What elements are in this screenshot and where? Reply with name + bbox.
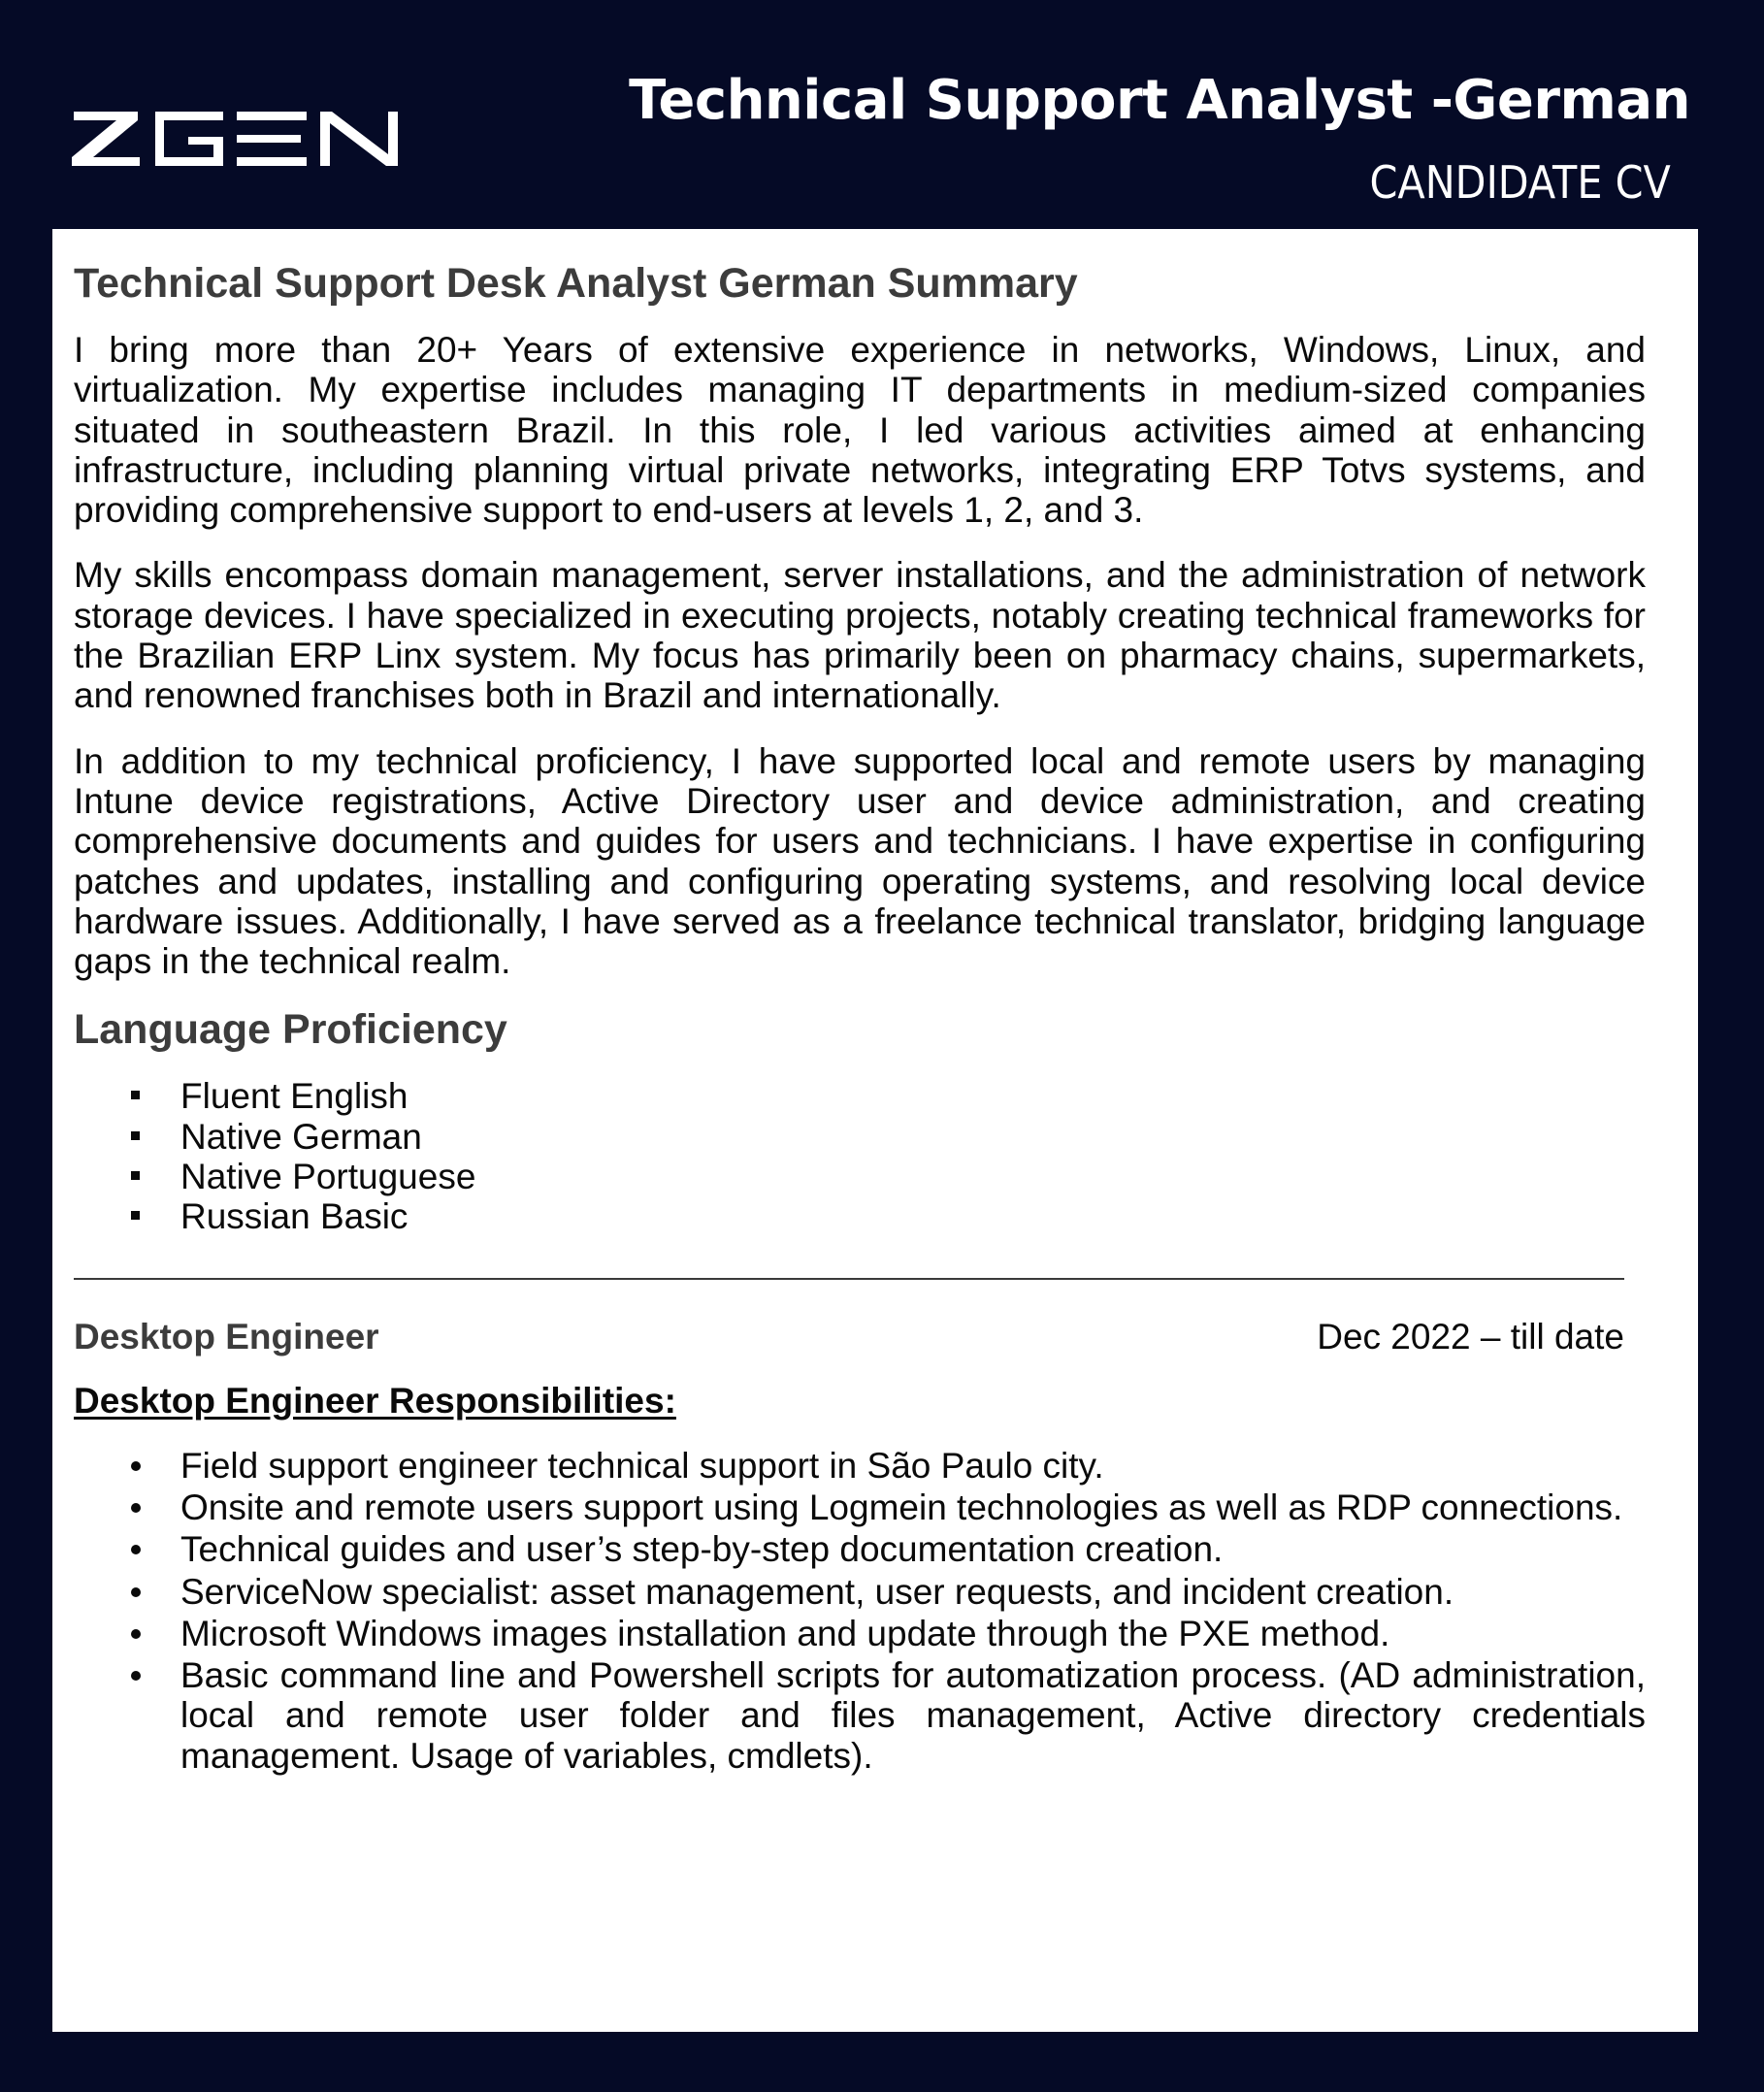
summary-paragraph: I bring more than 20+ Years of extensive experience in networks, Windows, Linux, and virtualization. My expertise includes managing IT departments in medium-sized companies situated in southeastern Brazil. In this role, I led various activities aimed at enhancing infrastructure, including planning virtual private networks, integrating ERP Totvs systems, and providing comprehensive support to end-users at levels 1, 2, and 3.: [74, 330, 1646, 531]
language-item: [74, 1196, 1646, 1236]
job-title: Desktop Engineer: [74, 1316, 379, 1357]
responsibility-text: Technical guides and user’s step-by-step documentation creation.: [180, 1529, 1224, 1570]
responsibility-text: ServiceNow specialist: asset management, user requests, and incident creation.: [180, 1571, 1454, 1612]
job-header: [74, 1316, 1624, 1358]
square-bullet-icon: [131, 1091, 140, 1099]
round-bullet-icon: [131, 1629, 141, 1639]
document-title: Technical Support Analyst -German: [629, 69, 1690, 132]
square-bullet-icon: [131, 1211, 140, 1220]
summary-heading: Technical Support Desk Analyst German Summary: [74, 260, 1078, 307]
responsibility-item: [74, 1446, 1646, 1486]
responsibility-text: Field support engineer technical support in São Paulo city.: [180, 1445, 1104, 1486]
language-label: Fluent English: [180, 1076, 408, 1117]
responsibility-item: [74, 1572, 1646, 1612]
round-bullet-icon: [131, 1503, 141, 1513]
job-dates: Dec 2022 – till date: [1317, 1316, 1624, 1357]
responsibility-text: Microsoft Windows images installation and update through the PXE method.: [180, 1613, 1390, 1653]
cv-content: [74, 258, 1646, 1778]
responsibility-item: [74, 1529, 1646, 1569]
language-item: [74, 1117, 1646, 1157]
responsibility-item: [74, 1655, 1646, 1776]
language-item: [74, 1157, 1646, 1196]
zgen-logo: [72, 110, 398, 168]
summary-paragraph: My skills encompass domain management, server installations, and the administration of network storage devices. I have specialized in executing projects, notably creating technical frameworks for the Brazilian ERP Linx system. My focus has primarily been on pharmacy chains, supermarkets, and renowned franchises both in Brazil and internationally.: [74, 555, 1646, 716]
responsibility-text: Basic command line and Powershell scripts for automatization process. (AD administration, local and remote user folder and files management, Active directory credentials management. Usage of variables, cmdlets).: [180, 1655, 1646, 1776]
language-heading: Language Proficiency: [74, 1006, 507, 1054]
responsibility-item: [74, 1487, 1646, 1527]
language-list: [74, 1076, 1646, 1236]
language-label: Native German: [180, 1116, 422, 1157]
round-bullet-icon: [131, 1545, 141, 1554]
language-item: [74, 1076, 1646, 1116]
language-label: Russian Basic: [180, 1196, 408, 1237]
cv-page: [52, 229, 1698, 2032]
round-bullet-icon: [131, 1671, 141, 1681]
responsibilities-list: [74, 1446, 1646, 1776]
summary-paragraph: In addition to my technical proficiency, I have supported local and remote users by managing Intune device registrations, Active Directory user and device administration, and creating comprehensive documents and guides for users and technicians. I have expertise in configuring patches and updates, installing and configuring operating systems, and resolving local device hardware issues. Additionally, I have served as a freelance technical translator, bridging language gaps in the technical realm.: [74, 740, 1646, 982]
responsibility-text: Onsite and remote users support using Logmein technologies as well as RDP connections.: [180, 1487, 1623, 1527]
square-bullet-icon: [131, 1171, 140, 1180]
language-label: Native Portuguese: [180, 1157, 476, 1197]
document-subtitle: CANDIDATE CV: [1369, 156, 1671, 209]
responsibilities-heading: Desktop Engineer Responsibilities:: [74, 1380, 676, 1421]
responsibility-item: [74, 1614, 1646, 1653]
section-divider: [74, 1278, 1624, 1280]
round-bullet-icon: [131, 1587, 141, 1597]
square-bullet-icon: [131, 1131, 140, 1140]
round-bullet-icon: [131, 1461, 141, 1471]
